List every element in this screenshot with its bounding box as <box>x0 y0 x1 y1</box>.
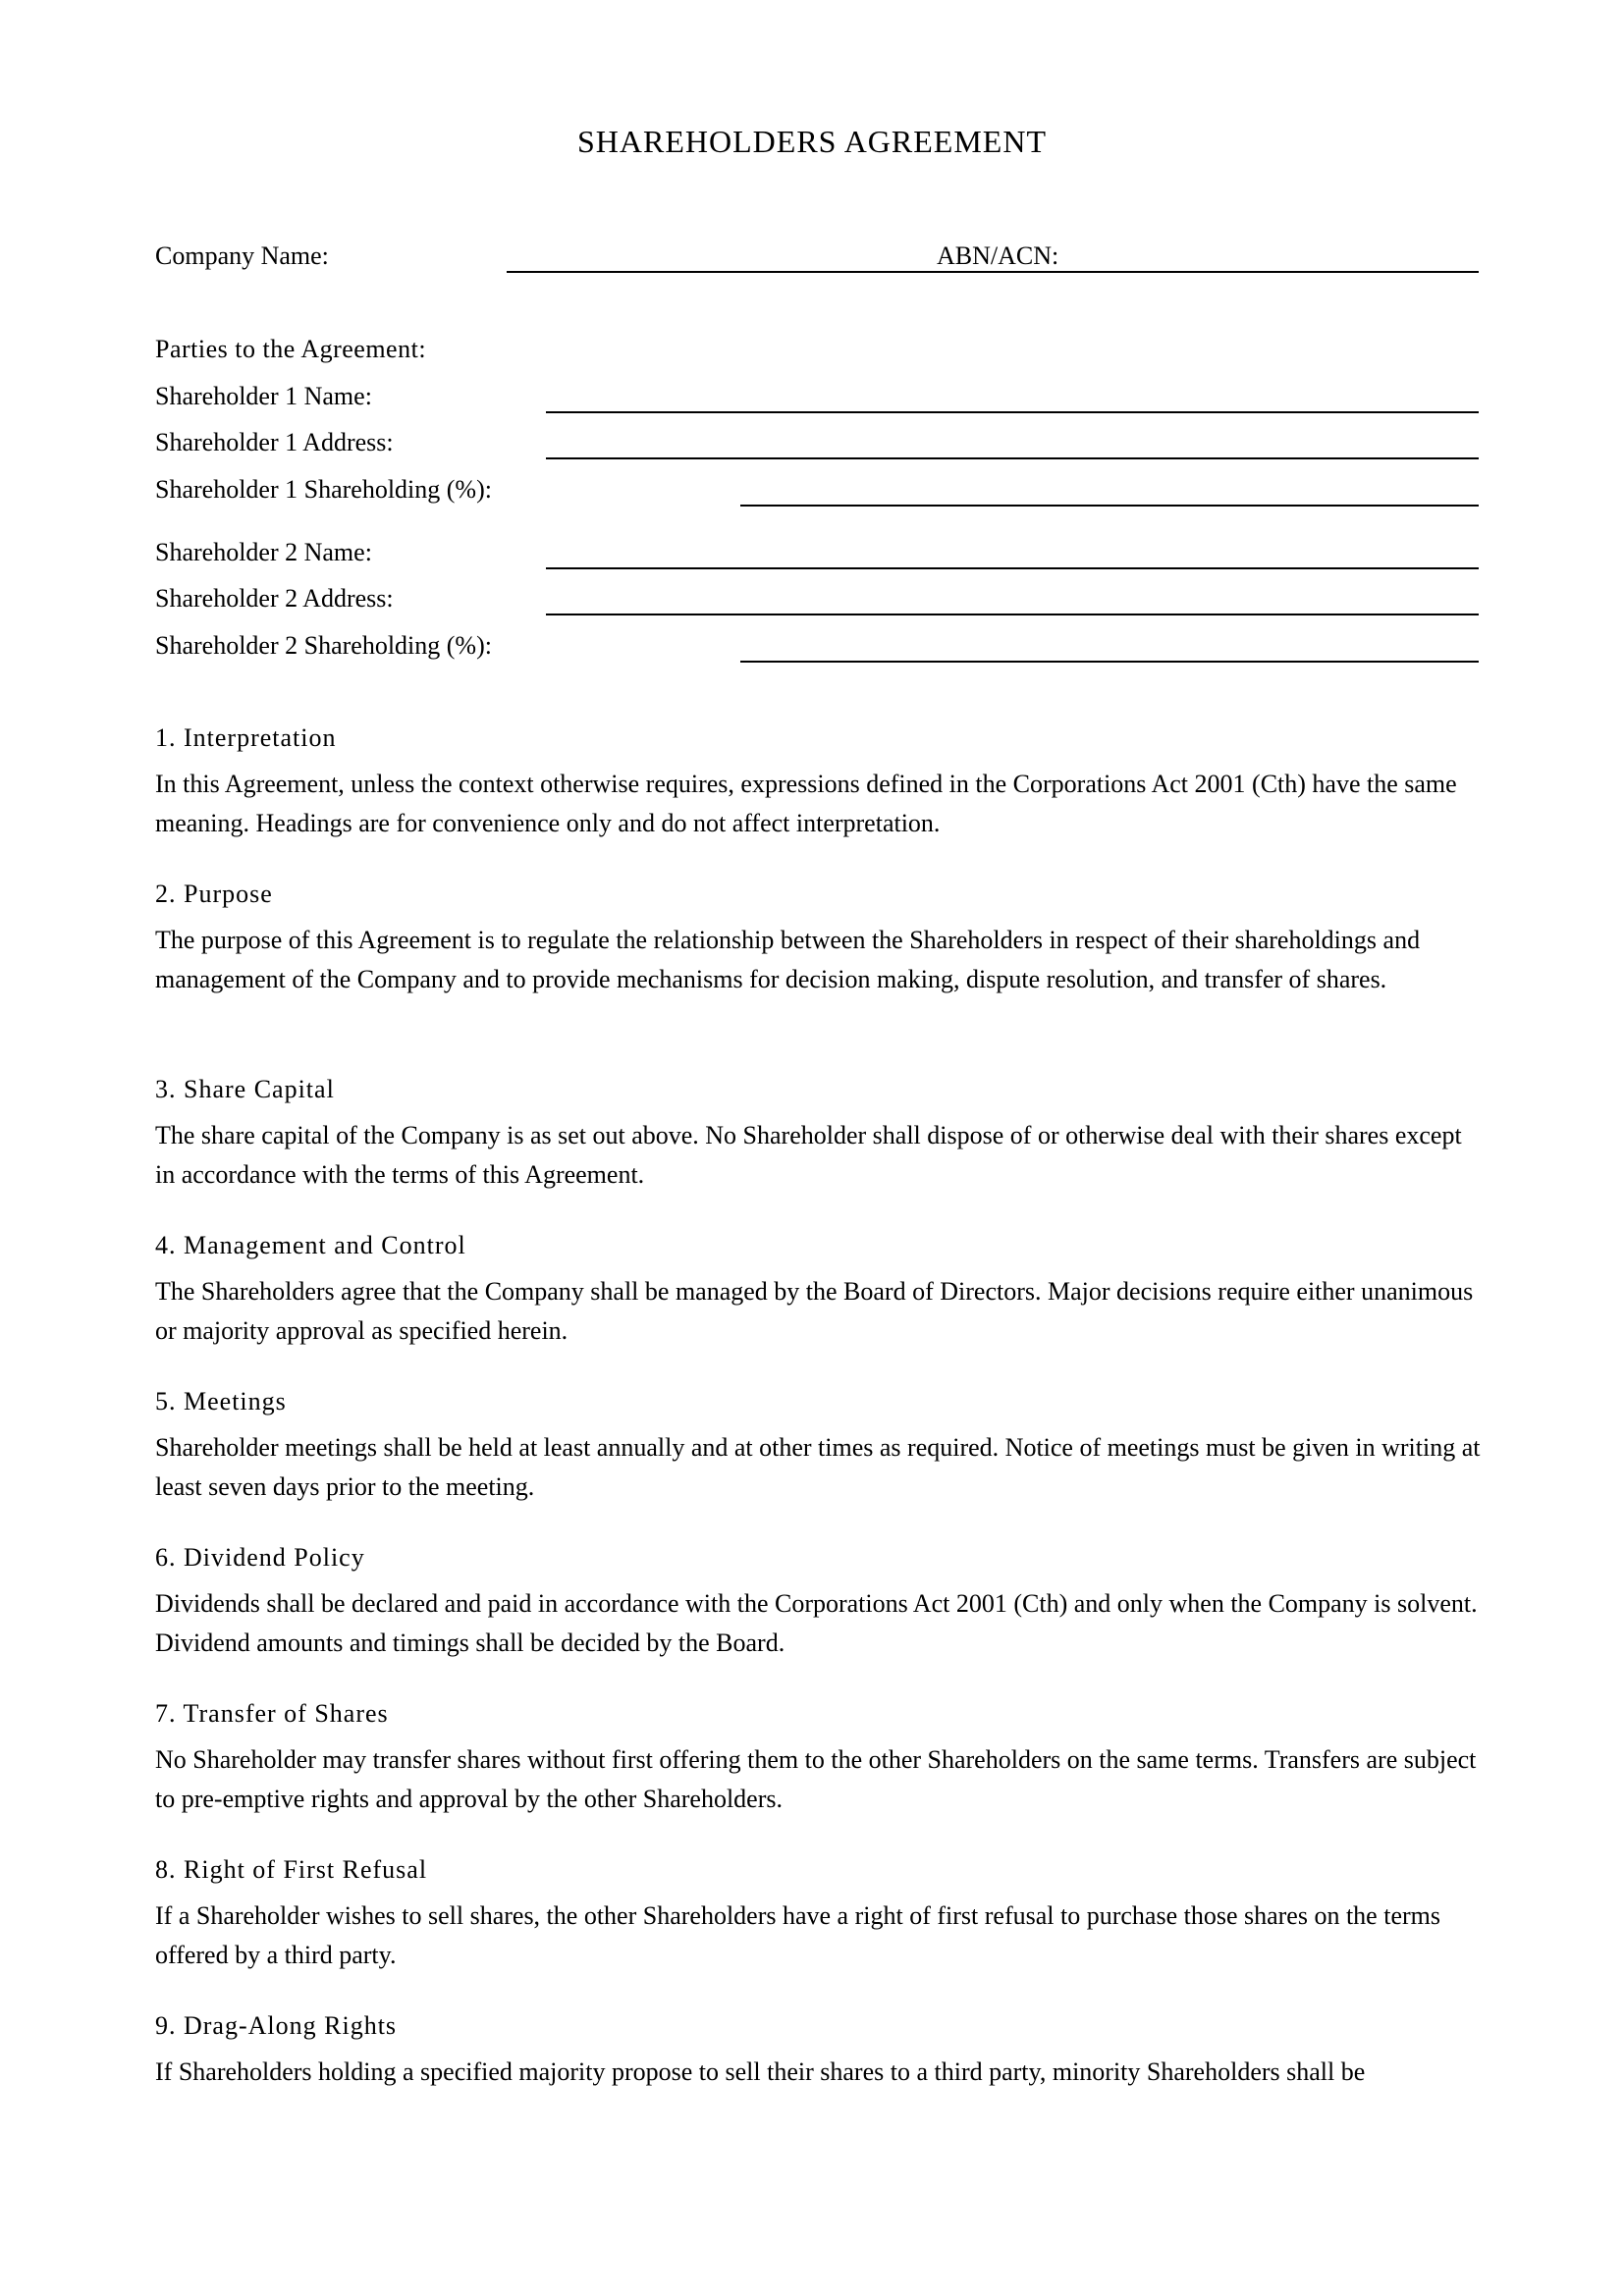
section-body-interpretation: In this Agreement, unless the context otherwise requires, expressions defined in the Corporations Act 2001 (Cth) have the same meaning. Headings are for convenience only and do not affect interpretation. <box>155 770 1457 837</box>
section-heading-transfer-of-shares: 7. Transfer of Shares <box>155 1699 389 1728</box>
section-heading-purpose: 2. Purpose <box>155 880 273 908</box>
shareholder1-name-label: Shareholder 1 Name: <box>155 382 372 410</box>
section-body-meetings: Shareholder meetings shall be held at least annually and at other times as required. Notice of meetings must be given in writing at least seven days prior to the meeting. <box>155 1433 1481 1501</box>
company-name-field[interactable] <box>507 271 1479 273</box>
shareholder2-address-label: Shareholder 2 Address: <box>155 584 394 613</box>
shareholder2-shareholding-field[interactable] <box>740 661 1479 663</box>
section-heading-dividend-policy: 6. Dividend Policy <box>155 1543 365 1572</box>
shareholder1-address-label: Shareholder 1 Address: <box>155 428 394 456</box>
shareholder2-shareholding-label: Shareholder 2 Shareholding (%): <box>155 631 492 660</box>
shareholder1-shareholding-label: Shareholder 1 Shareholding (%): <box>155 475 492 504</box>
section-heading-management-and-control: 4. Management and Control <box>155 1231 466 1259</box>
shareholder1-shareholding-field[interactable] <box>740 505 1479 507</box>
section-heading-share-capital: 3. Share Capital <box>155 1075 335 1103</box>
section-heading-meetings: 5. Meetings <box>155 1387 287 1415</box>
abn-acn-label: ABN/ACN: <box>937 241 1059 270</box>
section-body-drag-along-rights: If Shareholders holding a specified majority propose to sell their shares to a third party, minority Shareholders shall be <box>155 2057 1366 2086</box>
section-body-purpose: The purpose of this Agreement is to regulate the relationship between the Shareholders in respect of their shareholdings and management of the Company and to provide mechanisms for decision making, dispute resolution, and transfer of shares. <box>155 926 1421 993</box>
section-heading-interpretation: 1. Interpretation <box>155 723 337 752</box>
section-body-right-of-first-refusal: If a Shareholder wishes to sell shares, the other Shareholders have a right of first refusal to purchase those shares on the terms offered by a third party. <box>155 1901 1440 1969</box>
shareholder1-address-field[interactable] <box>546 457 1479 459</box>
section-body-share-capital: The share capital of the Company is as set out above. No Shareholder shall dispose of or otherwise deal with their shares except in accordance with the terms of this Agreement. <box>155 1121 1462 1189</box>
section-body-management-and-control: The Shareholders agree that the Company shall be managed by the Board of Directors. Major decisions require either unanimous or majority approval as specified herein. <box>155 1277 1474 1345</box>
company-name-label: Company Name: <box>155 241 329 270</box>
shareholder2-name-field[interactable] <box>546 567 1479 569</box>
shareholder1-name-field[interactable] <box>546 411 1479 413</box>
section-body-dividend-policy: Dividends shall be declared and paid in accordance with the Corporations Act 2001 (Cth) and only when the Company is solvent. Dividend amounts and timings shall be decided by the Board. <box>155 1589 1478 1657</box>
shareholder2-name-label: Shareholder 2 Name: <box>155 538 372 566</box>
document-title: SHAREHOLDERS AGREEMENT <box>576 124 1047 159</box>
shareholder2-address-field[interactable] <box>546 614 1479 615</box>
section-heading-drag-along-rights: 9. Drag-Along Rights <box>155 2011 398 2040</box>
parties-label: Parties to the Agreement: <box>155 335 427 363</box>
section-body-transfer-of-shares: No Shareholder may transfer shares without first offering them to the other Shareholders on the same terms. Transfers are subject to pre-emptive rights and approval by the other Shareholders. <box>155 1745 1477 1813</box>
section-heading-right-of-first-refusal: 8. Right of First Refusal <box>155 1855 428 1884</box>
